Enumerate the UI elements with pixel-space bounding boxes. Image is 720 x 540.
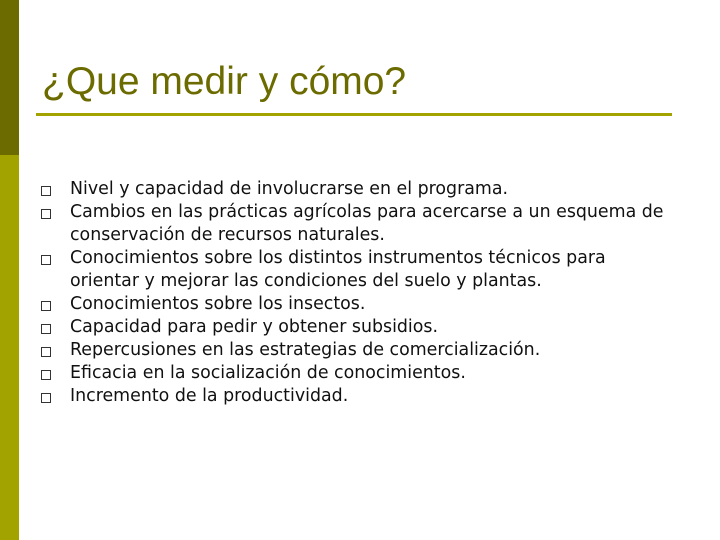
hollow-square-bullet-icon (41, 393, 51, 403)
bullet-item (40, 339, 680, 362)
hollow-square-bullet-icon (41, 370, 51, 380)
hollow-square-bullet-icon (41, 347, 51, 357)
bullet-text: Conocimientos sobre los distintos instrumentos técnicos para orientar y mejorar las condiciones del suelo y plantas. (70, 248, 606, 291)
hollow-square-bullet-icon (41, 186, 51, 196)
bullet-item (40, 201, 680, 247)
bullet-text: Eficacia en la socialización de conocimientos. (70, 363, 466, 383)
bullet-item (40, 385, 680, 408)
bullet-item (40, 247, 680, 293)
bullet-text: Capacidad para pedir y obtener subsidios. (70, 317, 438, 337)
bullet-item (40, 362, 680, 385)
bullet-item (40, 316, 680, 339)
hollow-square-bullet-icon (41, 255, 51, 265)
hollow-square-bullet-icon (41, 301, 51, 311)
bullet-item (40, 293, 680, 316)
bullet-list (40, 178, 680, 408)
bullet-item (40, 178, 680, 201)
slide-title: ¿Que medir y cómo? (42, 60, 407, 103)
bullet-text: Conocimientos sobre los insectos. (70, 294, 366, 314)
left-accent-band-dark (0, 0, 19, 155)
hollow-square-bullet-icon (41, 324, 51, 334)
bullet-text: Incremento de la productividad. (70, 386, 349, 406)
left-accent-band-light (0, 155, 19, 540)
bullet-text: Nivel y capacidad de involucrarse en el programa. (70, 179, 509, 199)
hollow-square-bullet-icon (41, 209, 51, 219)
title-underline (36, 113, 672, 116)
bullet-text: Cambios en las prácticas agrícolas para acercarse a un esquema de conservación de recursos naturales. (70, 202, 664, 245)
bullet-text: Repercusiones en las estrategias de comercialización. (70, 340, 541, 360)
